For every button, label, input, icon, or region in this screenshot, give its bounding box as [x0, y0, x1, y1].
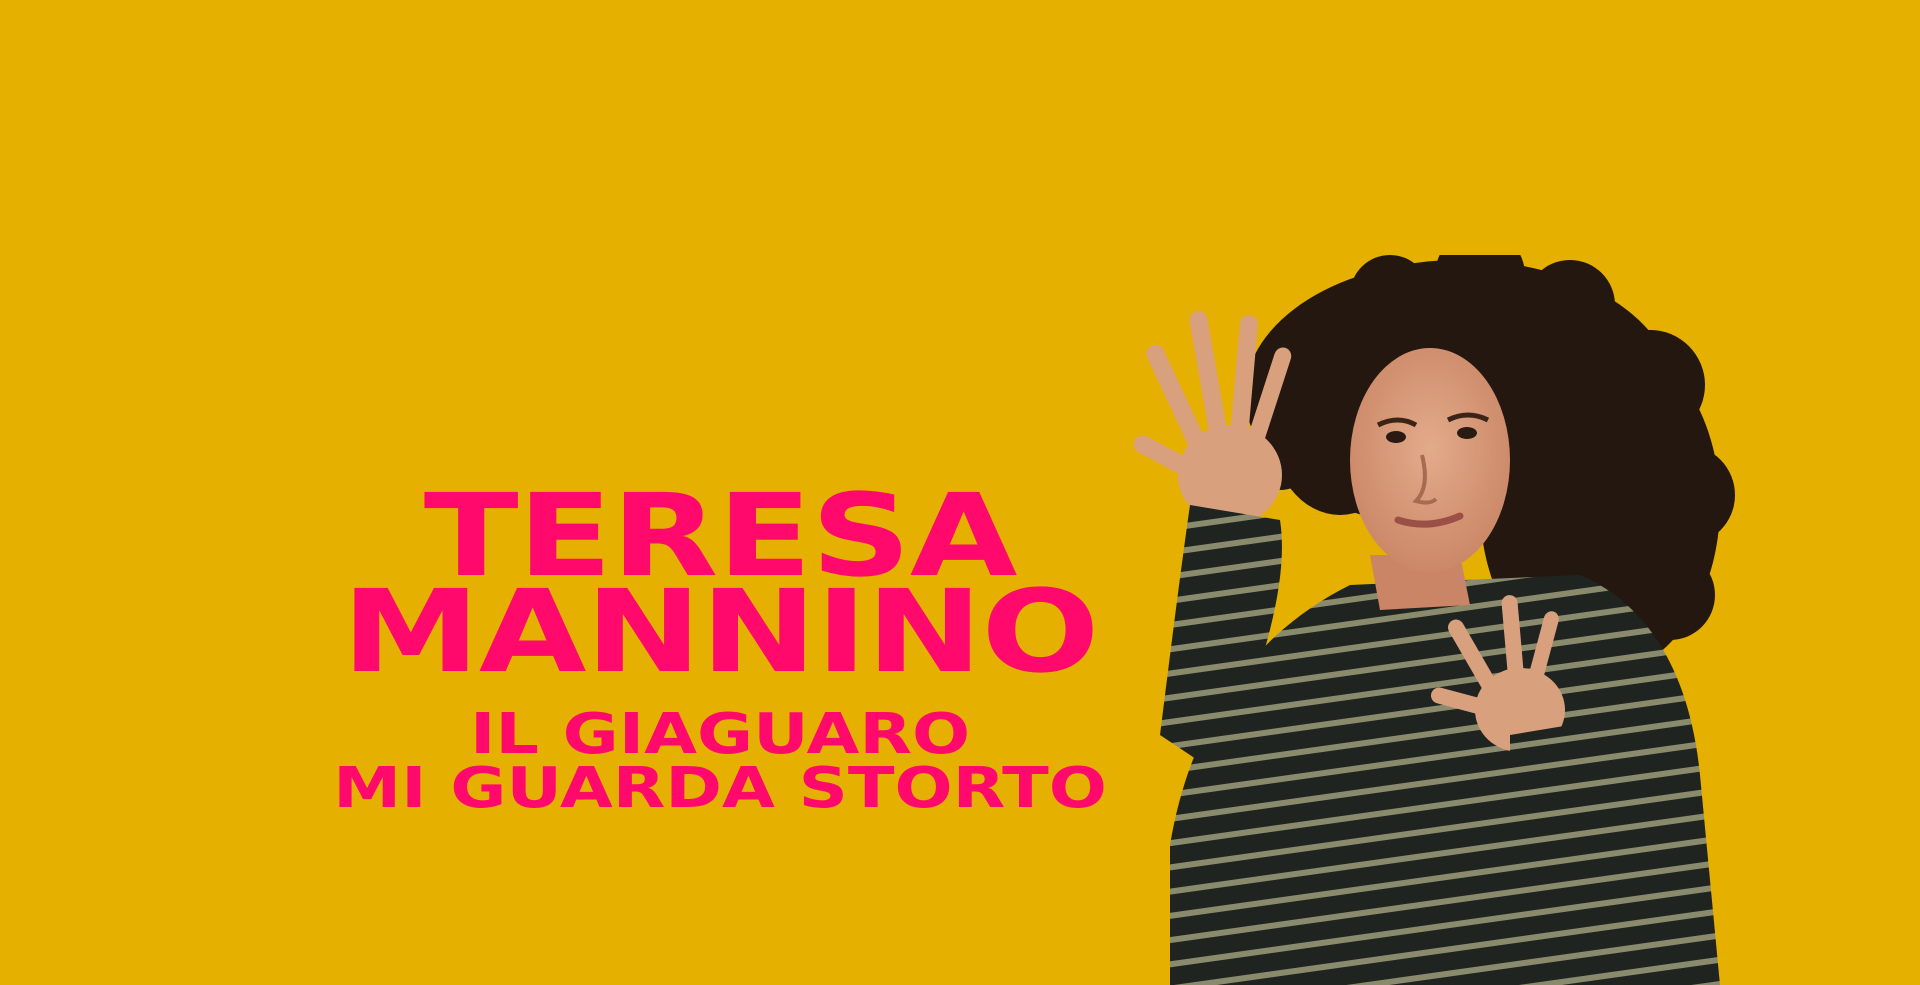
artist-photo [1130, 255, 1860, 985]
hero-title [270, 469, 1170, 821]
artist-name-first: TERESA [423, 469, 1017, 602]
artist-name-last: MANNINO [341, 565, 1099, 698]
show-title-line-1: IL GIAGUARO [469, 702, 971, 767]
show-title-line-2: MI GUARDA STORTO [333, 756, 1107, 821]
